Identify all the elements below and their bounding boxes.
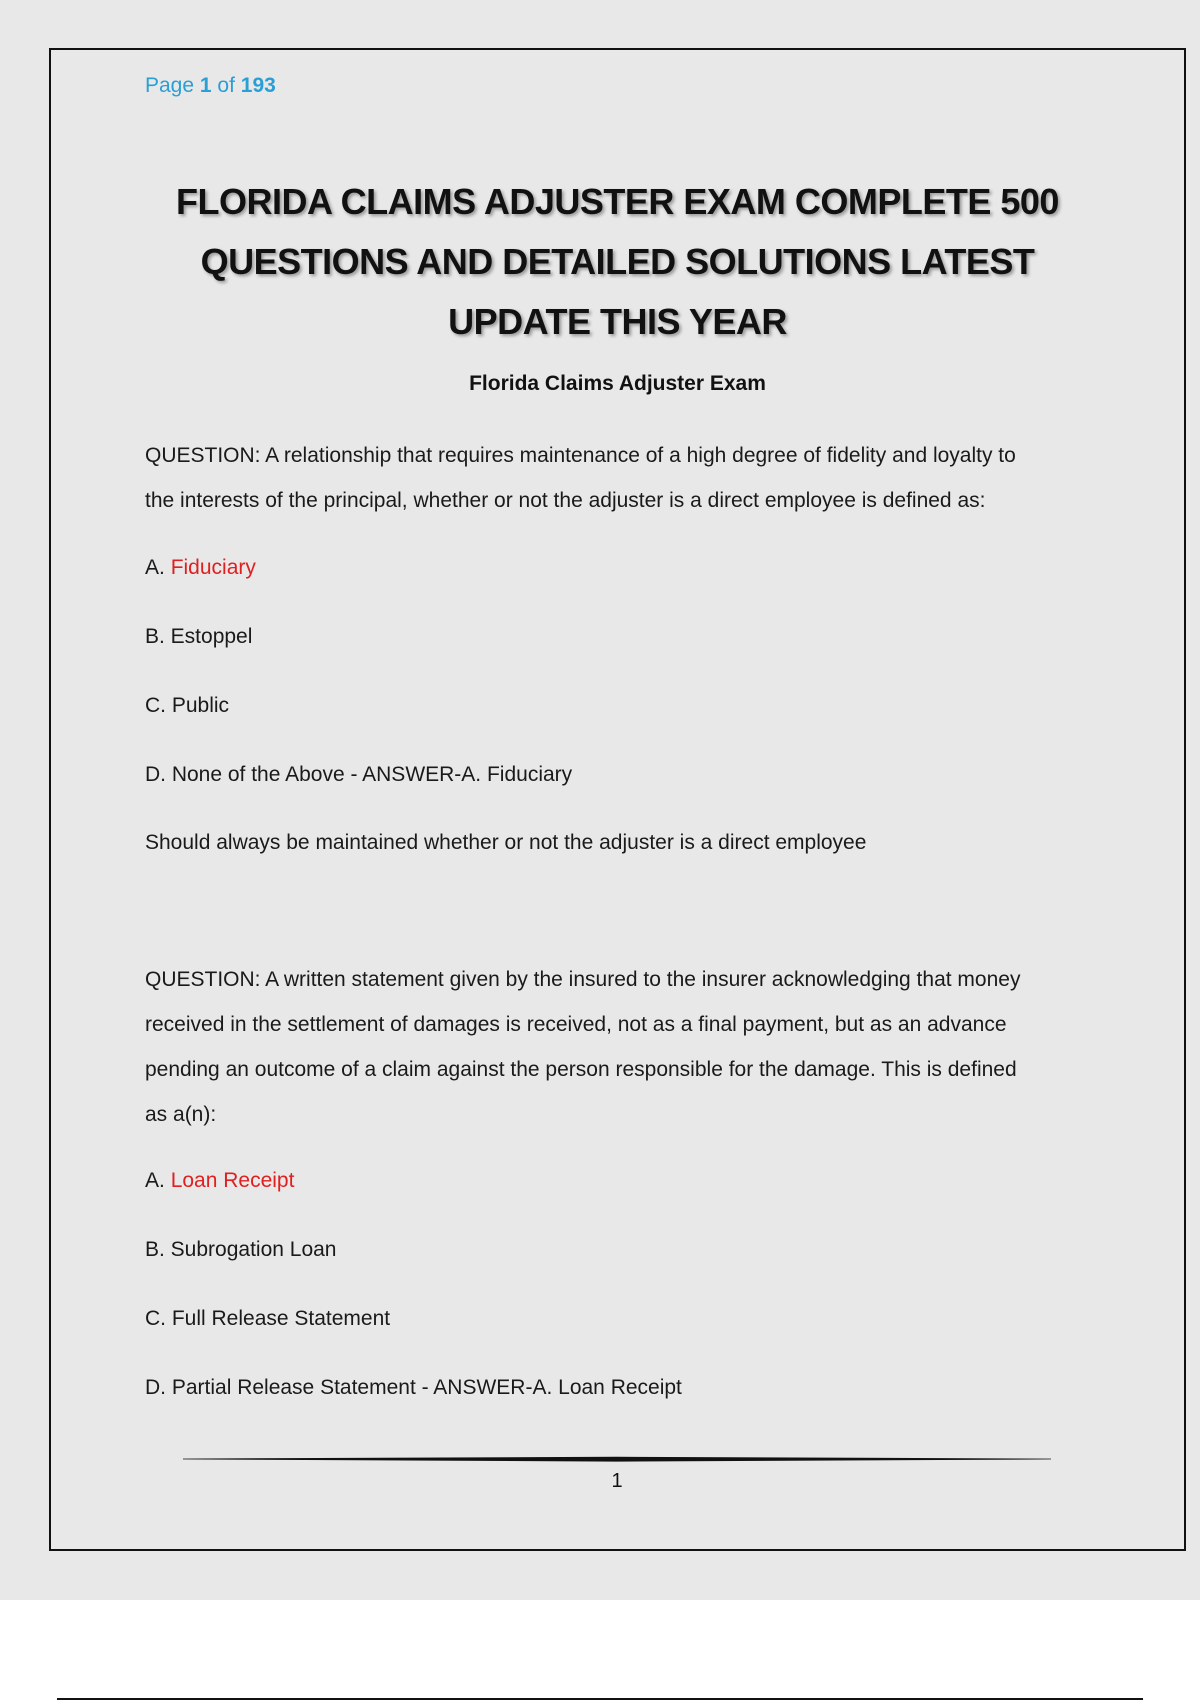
question-1-option-d: D. None of the Above - ANSWER-A. Fiduciary	[145, 763, 573, 786]
question-2-option-d: D. Partial Release Statement - ANSWER-A. Loan Receipt	[145, 1376, 682, 1399]
question-1-line-2: the interests of the principal, whether or not the adjuster is a direct employee is defined as:	[145, 489, 986, 512]
page-counter: Page 1 of 193	[145, 74, 276, 97]
current-page-number: 1	[199, 74, 212, 97]
question-2-line-1: QUESTION: A written statement given by the insured to the insurer acknowledging that money	[145, 968, 1021, 991]
question-1-explanation: Should always be maintained whether or not the adjuster is a direct employee	[145, 831, 867, 854]
question-2-option-a: A. Loan Receipt	[145, 1169, 295, 1192]
question-2-correct-answer: Loan Receipt	[170, 1169, 295, 1192]
question-2-text	[145, 957, 1085, 1137]
question-2-option-b: B. Subrogation Loan	[145, 1238, 337, 1261]
total-page-count: 193	[240, 74, 276, 97]
document-title	[130, 172, 1105, 352]
title-line-1: FLORIDA CLAIMS ADJUSTER EXAM COMPLETE 500	[176, 181, 1059, 222]
footer-divider	[183, 1456, 1051, 1462]
question-1-text	[145, 433, 1085, 523]
document-subtitle: Florida Claims Adjuster Exam	[469, 372, 766, 395]
question-1-option-a: A. Fiduciary	[145, 556, 256, 579]
question-2-line-4: as a(n):	[145, 1103, 217, 1126]
question-2-line-3: pending an outcome of a claim against the person responsible for the damage. This is defined	[145, 1058, 1017, 1081]
title-line-3: UPDATE THIS YEAR	[448, 301, 787, 342]
footer-page-number: 1	[611, 1470, 623, 1492]
question-1-option-c: C. Public	[145, 694, 230, 717]
question-1-line-1: QUESTION: A relationship that requires maintenance of a high degree of fidelity and loyalty to	[145, 444, 1016, 467]
question-2-line-2: received in the settlement of damages is received, not as a final payment, but as an advance	[145, 1013, 1007, 1036]
question-1-option-b: B. Estoppel	[145, 625, 253, 648]
question-1-correct-answer: Fiduciary	[170, 556, 256, 579]
title-line-2: QUESTIONS AND DETAILED SOLUTIONS LATEST	[200, 241, 1035, 282]
question-2-option-c: C. Full Release Statement	[145, 1307, 391, 1330]
